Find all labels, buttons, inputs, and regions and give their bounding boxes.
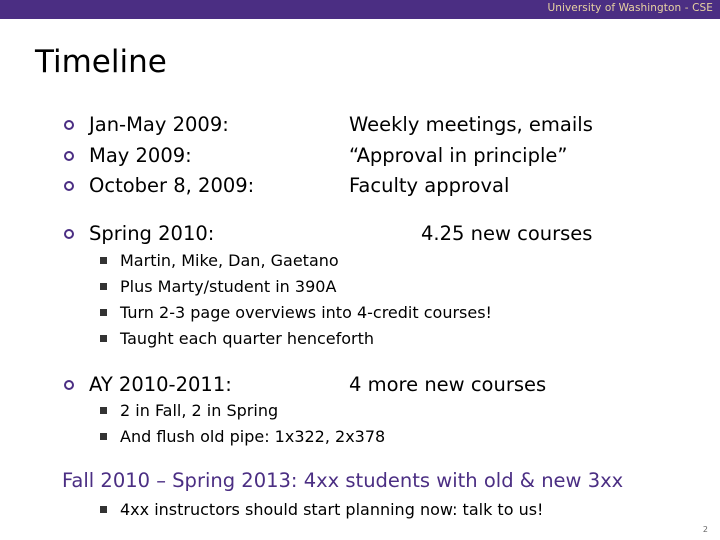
square-bullet-icon	[100, 257, 107, 264]
spring-item: Martin, Mike, Dan, Gaetano	[120, 251, 339, 270]
circle-bullet-icon	[64, 151, 74, 161]
circle-bullet-icon	[64, 181, 74, 191]
spring-event: 4.25 new courses	[421, 222, 593, 245]
page-number: 2	[702, 525, 708, 534]
square-bullet-icon	[100, 335, 107, 342]
square-bullet-icon	[100, 309, 107, 316]
ay-item: 2 in Fall, 2 in Spring	[120, 401, 279, 420]
ay-item: And flush old pipe: 1x322, 2x378	[120, 427, 386, 446]
square-bullet-icon	[100, 407, 107, 414]
header-bar	[0, 0, 720, 19]
ay-event: 4 more new courses	[349, 373, 547, 396]
square-bullet-icon	[100, 506, 107, 513]
timeline-event: Faculty approval	[349, 174, 510, 197]
slide-title: Timeline	[35, 44, 167, 80]
spring-item: Turn 2-3 page overviews into 4-credit courses!	[120, 303, 492, 322]
circle-bullet-icon	[64, 380, 74, 390]
timeline-date: October 8, 2009:	[89, 174, 255, 197]
summary-item: 4xx instructors should start planning now: talk to us!	[120, 500, 544, 519]
square-bullet-icon	[100, 433, 107, 440]
spring-item: Plus Marty/student in 390A	[120, 277, 337, 296]
timeline-event: “Approval in principle”	[349, 144, 568, 167]
ay-date: AY 2010-2011:	[89, 373, 232, 396]
timeline-date: Jan-May 2009:	[89, 113, 229, 136]
circle-bullet-icon	[64, 229, 74, 239]
header-org: University of Washington - CSE	[547, 2, 713, 14]
circle-bullet-icon	[64, 120, 74, 130]
spring-date: Spring 2010:	[89, 222, 215, 245]
summary-headline: Fall 2010 – Spring 2013: 4xx students with old & new 3xx	[62, 469, 624, 492]
spring-item: Taught each quarter henceforth	[120, 329, 375, 348]
timeline-event: Weekly meetings, emails	[349, 113, 593, 136]
square-bullet-icon	[100, 283, 107, 290]
timeline-date: May 2009:	[89, 144, 192, 167]
